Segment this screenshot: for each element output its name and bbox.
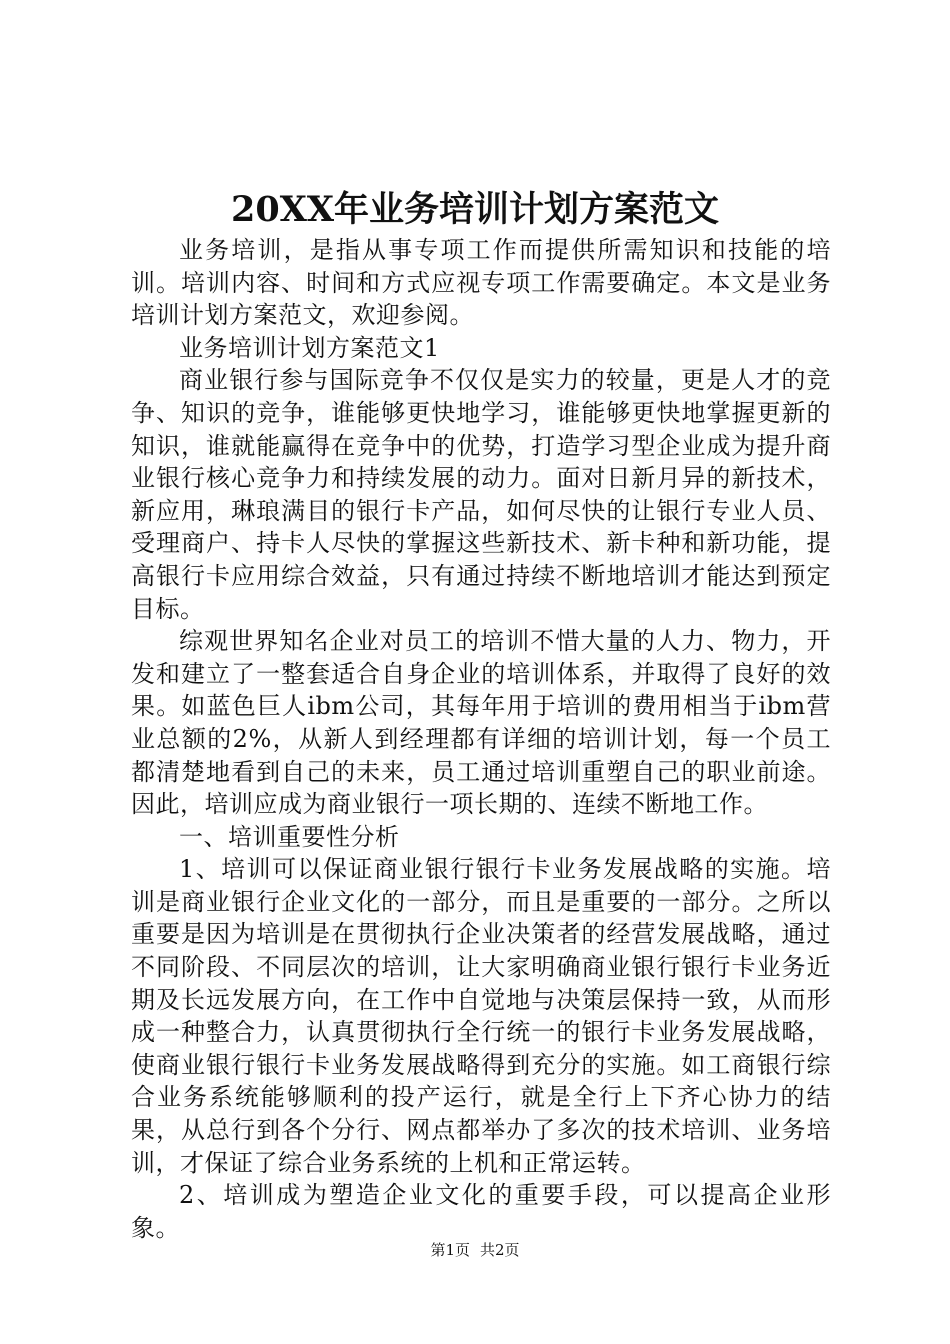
document-title: 20XX年业务培训计划方案范文	[230, 189, 720, 230]
paragraph-competition: 商业银行参与国际竞争不仅仅是实力的较量，更是人才的竞争、知识的竞争，谁能够更快地学习，谁能够更快地掌握更新的知识，谁就能赢得在竞争中的优势，打造学习型企业成为提升商业银行核心竞争力和持续发展的动力。面对日新月异的新技术，新应用，琳琅满目的银行卡产品，如何尽快的让银行专业人员、受理商户、持卡人尽快的掌握这些新技术、新卡种和新功能，提高银行卡应用综合效益，只有通过持续不断地培训才能达到预定目标。	[131, 366, 831, 623]
section-heading-importance: 一、培训重要性分析	[179, 822, 400, 851]
section-heading-sample-1: 业务培训计划方案范文1	[179, 333, 440, 362]
page-total: 共2页	[480, 1241, 520, 1259]
document-body	[131, 234, 831, 1244]
paragraph-point-2: 2、培训成为塑造企业文化的重要手段，可以提高企业形象。	[131, 1181, 831, 1242]
paragraph-point-1: 1、培训可以保证商业银行银行卡业务发展战略的实施。培训是商业银行企业文化的一部分，而且是重要的一部分。之所以重要是因为培训是在贯彻执行企业决策者的经营发展战略，通过不同阶段、不同层次的培训，让大家明确商业银行银行卡业务近期及长远发展方向，在工作中自觉地与决策层保持一致，从而形成一种整合力，认真贯彻执行全行统一的银行卡业务发展战略，使商业银行银行卡业务发展战略得到充分的实施。如工商银行综合业务系统能够顺利的投产运行，就是全行上下齐心协力的结果，从总行到各个分行、网点都举办了多次的技术培训、业务培训，才保证了综合业务系统的上机和正常运转。	[131, 855, 831, 1177]
paragraph-world-enterprises: 综观世界知名企业对员工的培训不惜大量的人力、物力，开发和建立了一整套适合自身企业的培训体系，并取得了良好的效果。如蓝色巨人ibm公司，其每年用于培训的费用相当于ibm营业总额的2%，从新人到经理都有详细的培训计划，每一个员工都清楚地看到自己的未来，员工通过培训重塑自己的职业前途。因此，培训应成为商业银行一项长期的、连续不断地工作。	[131, 627, 831, 819]
intro-paragraph: 业务培训，是指从事专项工作而提供所需知识和技能的培训。培训内容、时间和方式应视专项工作需要确定。本文是业务培训计划方案范文，欢迎参阅。	[131, 236, 831, 330]
page-footer	[0, 1240, 950, 1260]
page-number: 第1页	[430, 1241, 470, 1259]
